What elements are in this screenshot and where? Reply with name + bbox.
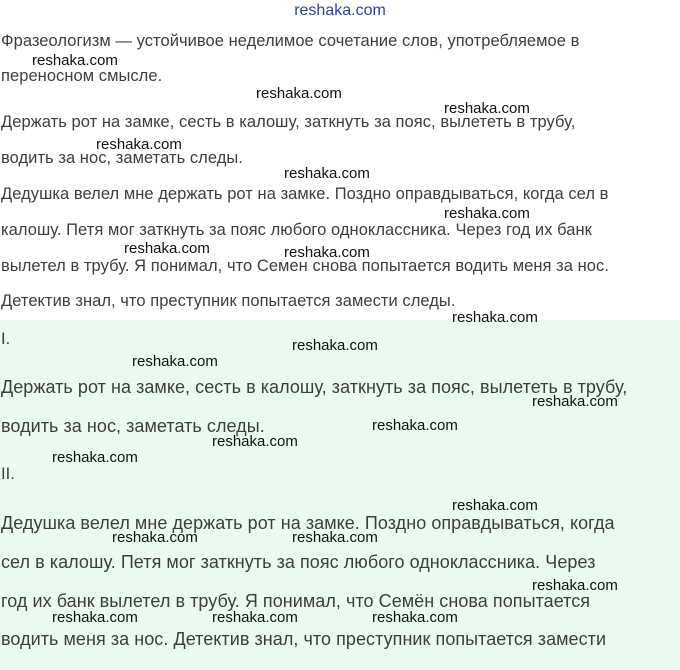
watermark: reshaka.com <box>124 240 210 257</box>
watermark: reshaka.com <box>284 165 370 182</box>
watermark: reshaka.com <box>212 433 298 450</box>
phrases-line-1: Держать рот на замке, сесть в калошу, заткнуть за пояс, вылететь в трубу, <box>1 113 576 131</box>
watermark: reshaka.com <box>284 244 370 261</box>
watermark: reshaka.com <box>256 85 342 102</box>
watermark: reshaka.com <box>532 393 618 410</box>
watermark: reshaka.com <box>52 609 138 626</box>
watermark: reshaka.com <box>372 609 458 626</box>
definition-line-2: переносном смысле. <box>1 67 163 85</box>
phrases-line-2: водить за нос, заметать следы. <box>1 149 243 167</box>
watermark: reshaka.com <box>444 205 530 222</box>
answer-sentence-line-4: водить меня за нос. Детектив знал, что преступник попытается замести <box>1 629 607 649</box>
sentence-line-4: Детектив знал, что преступник попытается замести следы. <box>1 292 456 310</box>
sentence-line-1: Дедушка велел мне держать рот на замке. Поздно оправдываться, когда сел в <box>1 185 609 203</box>
watermark: reshaka.com <box>212 609 298 626</box>
section-two-label: II. <box>1 465 15 483</box>
watermark: reshaka.com <box>452 309 538 326</box>
answer-phrases-line-1: Держать рот на замке, сесть в калошу, заткнуть за пояс, вылететь в трубу, <box>1 377 628 397</box>
section-one-label: I. <box>1 330 11 348</box>
watermark: reshaka.com <box>532 577 618 594</box>
watermark: reshaka.com <box>292 337 378 354</box>
watermark: reshaka.com <box>132 353 218 370</box>
watermark: reshaka.com <box>372 417 458 434</box>
watermark: reshaka.com <box>452 497 538 514</box>
watermark: reshaka.com <box>52 449 138 466</box>
watermark: reshaka.com <box>96 136 182 153</box>
answer-phrases-line-2: водить за нос, заметать следы. <box>1 416 265 436</box>
watermark: reshaka.com <box>112 529 198 546</box>
definition-line-1: Фразеологизм — устойчивое неделимое сочетание слов, употребляемое в <box>1 32 580 50</box>
watermark: reshaka.com <box>292 529 378 546</box>
watermark: reshaka.com <box>444 100 530 117</box>
sentence-line-2: калошу. Петя мог заткнуть за пояс любого одноклассника. Через год их банк <box>1 221 592 239</box>
watermark: reshaka.com <box>32 52 118 69</box>
answer-sentence-line-3: год их банк вылетел в трубу. Я понимал, что Семён снова попытается <box>1 591 591 611</box>
answer-sentence-line-2: сел в калошу. Петя мог заткнуть за пояс любого одноклассника. Через <box>1 552 596 572</box>
answer-sentence-line-1: Дедушка велел мне держать рот на замке. Поздно оправдываться, когда <box>1 513 615 533</box>
top-watermark: reshaka.com <box>294 2 386 19</box>
sentence-line-3: вылетел в трубу. Я понимал, что Семен снова попытается водить меня за нос. <box>1 257 609 275</box>
